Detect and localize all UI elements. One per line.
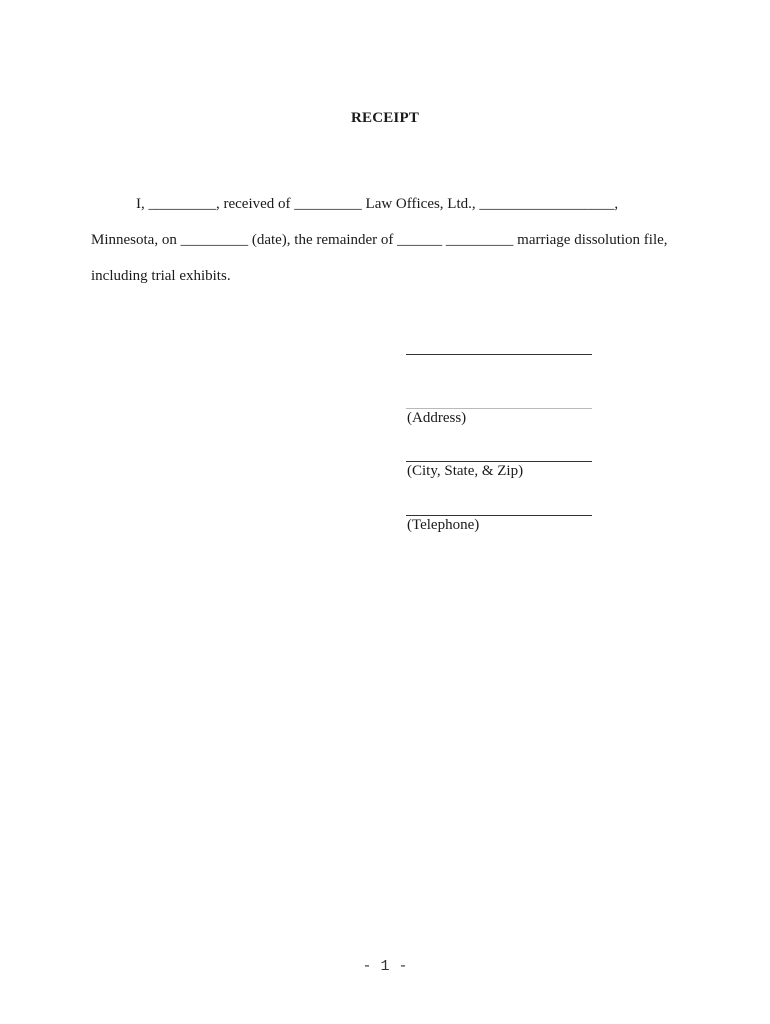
document-title: RECEIPT (350, 110, 420, 126)
body-line-1: I, _________, received of _________ Law Offices, Ltd., __________________, (136, 196, 619, 212)
city-state-zip-label: (City, State, & Zip) (407, 463, 524, 479)
body-line-2: Minnesota, on _________ (date), the remainder of ______ _________ marriage dissolution file, (91, 232, 668, 248)
city-state-zip-line (406, 461, 592, 462)
signature-line (406, 354, 592, 355)
telephone-label: (Telephone) (407, 517, 480, 533)
address-line (406, 408, 592, 409)
telephone-line (406, 515, 592, 516)
body-line-3: including trial exhibits. (91, 268, 231, 284)
address-label: (Address) (407, 410, 467, 426)
page-number: - 1 - (362, 958, 408, 975)
